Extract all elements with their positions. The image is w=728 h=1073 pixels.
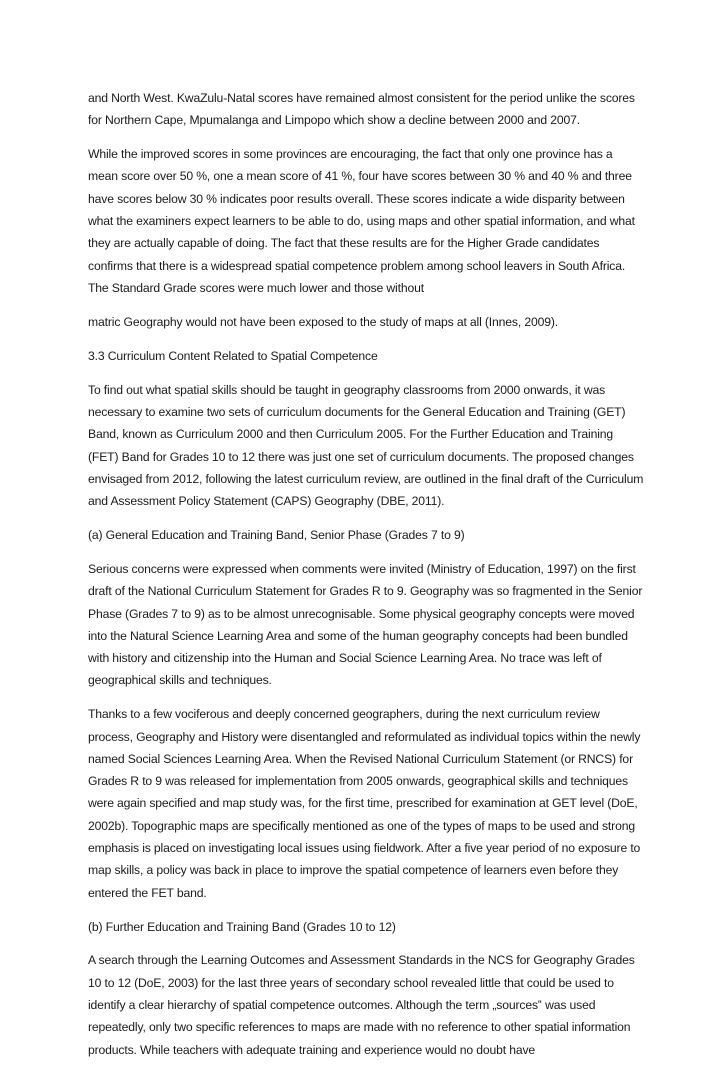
paragraph-learning-outcomes: A search through the Learning Outcomes and Assessment Standards in the NCS for Geography Grades 10 to 12 (DoE, 2003) for the last three years of secondary school revealed little that could be used to identify a clear hierarchy of spatial competence outcomes. Although the term „sources‟ was used repeatedly, only two specific references to maps are made with no reference to other spatial information products. While teachers with adequate training and experience would no doubt have bbox=[88, 953, 635, 1057]
paragraph-curriculum-documents: To find out what spatial skills should be taught in geography classrooms from 2000 onwards, it was necessary to examine two sets of curriculum documents for the General Education and Training (GET) Band, known as Curriculum 2000 and then Curriculum 2005. For the Further Education and Training (FET) Band for Grades 10 to 12 there was just one set of curriculum documents. The proposed changes envisaged from 2012, following the latest curriculum review, are outlined in the final draft of the Curriculum and Assessment Policy Statement (CAPS) Geography (DBE, 2011). bbox=[88, 382, 644, 509]
subheading-get-band: (a) General Education and Training Band, Senior Phase (Grades 7 to 9) bbox=[88, 528, 465, 543]
subheading-fet-band: (b) Further Education and Training Band (Grades 10 to 12) bbox=[88, 919, 396, 934]
paragraph-north-west-scores: and North West. KwaZulu-Natal scores have remained almost consistent for the period unlike the scores for Northern Cape, Mpumalanga and Limpopo which show a decline between 2000 and 2007. bbox=[88, 91, 635, 128]
paragraph-improved-scores: While the improved scores in some provinces are encouraging, the fact that only one province has a mean score over 50 %, one a mean score of 41 %, four have scores between 30 % and 40 % and three have scores below 30 % indicates poor results overall. These scores indicate a wide disparity between what the examiners expect learners to be able to do, using maps and other spatial information, and what they are actually capable of doing. The fact that these results are for the Higher Grade candidates confirms that there is a widespread spatial competence problem among school leavers in South Africa. The Standard Grade scores were much lower and those without bbox=[88, 147, 635, 295]
paragraph-vociferous-geographers: Thanks to a few vociferous and deeply concerned geographers, during the next curriculum review process, Geography and History were disentangled and reformulated as individual topics within the newly named Social Sciences Learning Area. When the Revised National Curriculum Statement (or RNCS) for Grades R to 9 was released for implementation from 2005 onwards, geographical skills and techniques were again specified and map study was, for the first time, prescribed for examination at GET level (DoE, 2002b). Topographic maps are specifically mentioned as one of the types of maps to be used and strong emphasis is placed on investigating local issues using fieldwork. After a five year period of no exposure to map skills, a policy was back in place to improve the spatial competence of learners even before they entered the FET band. bbox=[88, 707, 641, 900]
section-heading-3-3: 3.3 Curriculum Content Related to Spatial Competence bbox=[88, 348, 378, 363]
paragraph-matric-geography: matric Geography would not have been exposed to the study of maps at all (Innes, 2009). bbox=[88, 314, 558, 329]
document-body bbox=[88, 87, 644, 1073]
paragraph-serious-concerns: Serious concerns were expressed when comments were invited (Ministry of Education, 1997) on the first draft of the National Curriculum Statement for Grades R to 9. Geography was so fragmented in the Senior Phase (Grades 7 to 9) as to be almost unrecognisable. Some physical geography concepts were moved into the Natural Science Learning Area and some of the human geography concepts had been bundled with history and citizenship into the Human and Social Science Learning Area. No trace was left of geographical skills and techniques. bbox=[88, 561, 643, 688]
